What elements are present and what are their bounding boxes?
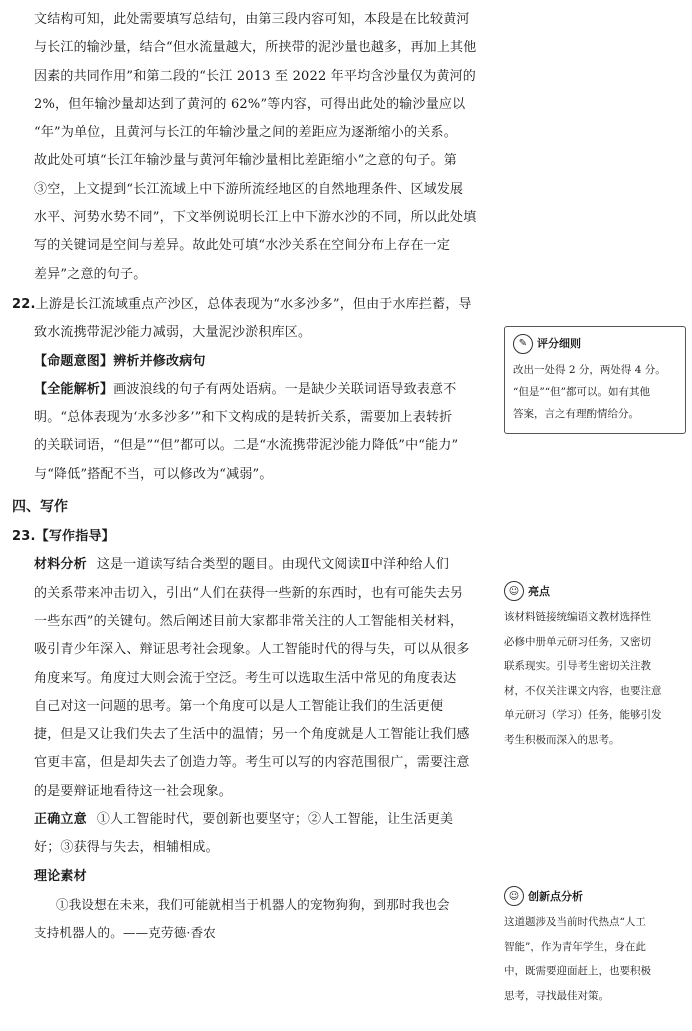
q23-material-line: 捷，但是又让我们失去了生活中的温情；另一个角度就是人工智能让我们感: [34, 727, 470, 743]
scoring-line: 答案，言之有理酌情给分。: [513, 408, 639, 420]
intro-line: 故此处可填“长江年输沙量与黄河年输沙量相比差距缩小”之意的句子。第: [34, 153, 457, 169]
innovation-line: 中，既需要迎面赶上，也要积极: [504, 965, 651, 977]
intro-paragraph: [12, 6, 486, 289]
q23-material-line-1: 这是一道读写结合类型的题目。由现代文阅读Ⅱ中洋种给人们: [96, 557, 450, 573]
teacher-face-icon: ☺: [504, 581, 524, 601]
highlight-line: 该材料链接统编语文教材选择性: [504, 611, 651, 623]
q23-material-line: 官更丰富，但是却失去了创造力等。考生可以写的内容范围很广，需要注意: [34, 755, 470, 771]
highlight-note: [504, 581, 686, 752]
intro-line: 2%，但年输沙量却达到了黄河的 62%”等内容，可得出此处的输沙量应以: [34, 96, 466, 112]
intro-line: 文结构可知，此处需要填写总结句，由第三段内容可知，本段是在比较黄河: [34, 12, 470, 27]
innovation-line: 智能”，作为青年学生，身在此: [504, 940, 646, 953]
intro-line: ③空，上文提到“长江流域上中下游所流经地区的自然地理条件、区域发展: [34, 181, 464, 197]
q23-number: 23.: [12, 529, 36, 545]
intro-line: 写的关键词是空间与差异。故此处可填“水沙关系在空间分布上存在一定: [34, 238, 451, 254]
highlight-title: 亮点: [528, 585, 550, 598]
innovation-note: [504, 886, 686, 1008]
highlight-line: 单元研习（学习）任务，能够引发: [504, 709, 662, 721]
q23-material-line: 的关系带来冲击切入，引出“人们在获得一些新的东西时，也有可能失去另: [34, 585, 464, 601]
q23-theory-label: 理论素材: [34, 868, 87, 884]
q23-material-body: [12, 580, 486, 806]
q23-material-line: 的是要辩证地看待这一社会现象。: [34, 783, 233, 799]
innovation-title: 创新点分析: [528, 890, 583, 903]
innovation-line: 思考，寻找最佳对策。: [504, 989, 609, 1002]
highlight-line: 联系现实。引导考生密切关注教: [504, 660, 651, 672]
intro-line: 水平、河势水势不同”，下文举例说明长江上中下游水沙的不同，所以此处填: [34, 210, 477, 226]
q23-stance-label: 正确立意: [34, 812, 87, 828]
q22-intent-text: 辨析并修改病句: [113, 353, 206, 369]
scoring-title: 评分细则: [537, 337, 581, 350]
q22-analysis-line-4: 与“降低”搭配不当，可以修改为“减弱”。: [34, 466, 273, 482]
q23-material-line: 自己对这一问题的思考。第一个角度可以是人工智能让我们的生活更便: [34, 698, 444, 714]
q23-stance-line-1: ①人工智能时代，要创新也要坚守；②人工智能，让生活更美: [96, 812, 454, 828]
highlight-line: 必修中册单元研习任务，又密切: [504, 635, 651, 648]
intro-line: 差异”之意的句子。: [34, 266, 147, 282]
intro-line: “年”为单位，且黄河与长江的年输沙量之间的差距应为逐渐缩小的关系。: [34, 125, 457, 141]
innovation-line: 这道题涉及当前时代热点“人工: [504, 916, 646, 928]
intro-line: 因素的共同作用”和第二段的“长江 2013 至 2022 年平均含沙量仅为黄河的: [34, 68, 476, 84]
q23-theory-line-2: 支持机器人的。——克劳德·香农: [34, 925, 216, 941]
q23-material-label: 材料分析: [34, 557, 87, 573]
q22-analysis-line-2: 明。“总体表现为‘水多沙多’”和下文构成的是转折关系，需要加上表转折: [34, 410, 453, 426]
q23-heading: 【写作指导】: [35, 529, 115, 545]
q23-theory-line-1: ①我设想在未来，我们可能就相当于机器人的宠物狗狗，到那时我也会: [56, 896, 450, 912]
pencil-note-icon: ✎: [513, 334, 533, 354]
question-22: [12, 291, 486, 489]
scoring-line: “但是”“但”都可以。如有其他: [513, 386, 650, 398]
intro-line: 与长江的输沙量，结合“但水流量越大，所挟带的泥沙量也越多，再加上其他: [34, 40, 477, 56]
q23-material-line: 角度来写。角度过大则会流于空泛。考生可以选取生活中常见的角度表达: [34, 670, 457, 686]
highlight-line: 考生积极而深入的思考。: [504, 733, 620, 746]
teacher-face-icon: ☺: [504, 886, 524, 906]
q22-intent-label: 【命题意图】: [34, 353, 114, 369]
q22-analysis-label: 【全能解析】: [34, 381, 114, 397]
q22-answer-line-1: 上游是长江流域重点产沙区，总体表现为“水多沙多”，但由于水库拦蓄，导: [35, 296, 472, 312]
q23-stance-line-2: 好；③获得与失去，相辅相成。: [34, 840, 219, 856]
question-23: [12, 523, 486, 947]
scoring-line: 改出一处得 2 分，两处得 4 分。: [513, 364, 666, 376]
q23-material-line: 吸引青少年深入、辩证思考社会现象。人工智能时代的得与失，可以从很多: [34, 642, 470, 658]
q22-analysis-line-3: 的关联词语，“但是”“但”都可以。二是“水流携带泥沙能力降低”中“能力”: [34, 438, 459, 454]
highlight-line: 材，不仅关注课文内容，也要注意: [504, 684, 662, 697]
q22-answer-line-2: 致水流携带泥沙能力减弱，大量泥沙淤积库区。: [34, 325, 312, 341]
scoring-box: [504, 326, 686, 434]
main-column: [12, 6, 486, 948]
section-title: 四、写作: [12, 499, 68, 516]
q22-analysis-line-1: 画波浪线的句子有两处语病。一是缺少关联词语导致表意不: [113, 381, 457, 397]
q23-material-line: 一些东西”的关键句。然后阐述目前大家都非常关注的人工智能相关材料，: [34, 613, 464, 629]
q22-number: 22.: [12, 296, 36, 312]
